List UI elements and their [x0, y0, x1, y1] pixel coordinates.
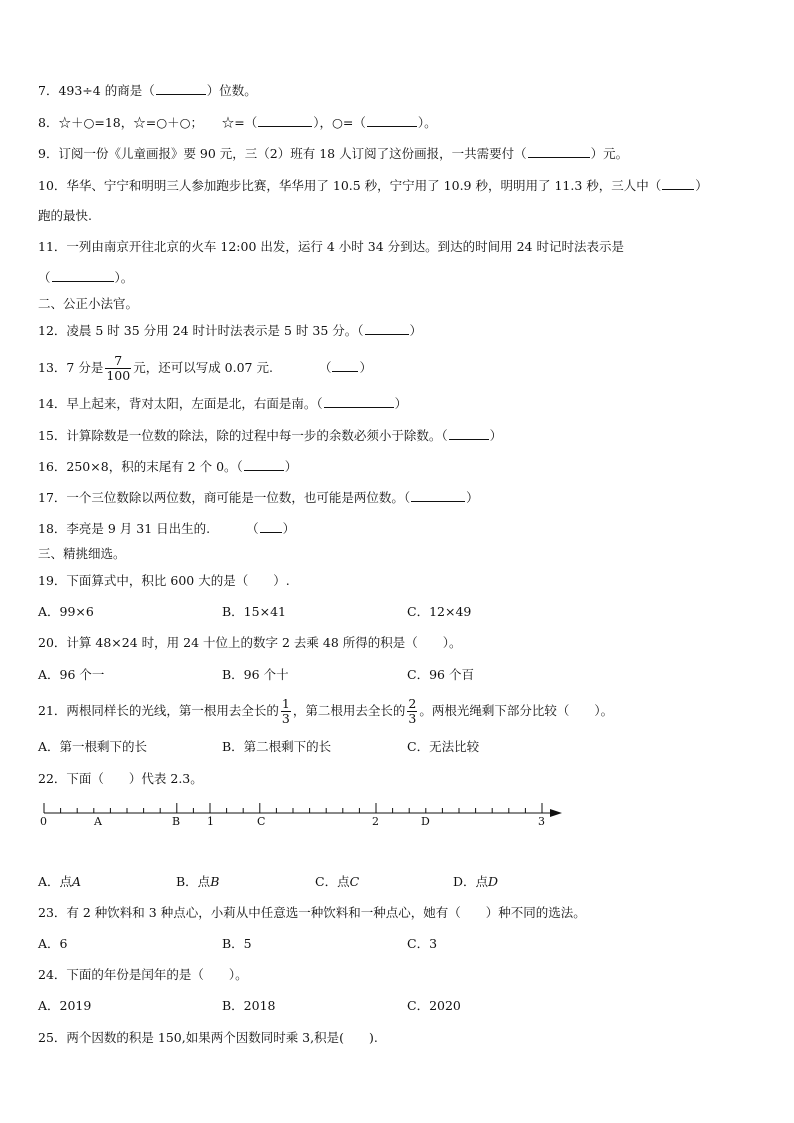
- option-var: D: [488, 874, 499, 889]
- option-c[interactable]: C．3: [407, 936, 438, 951]
- answer-blank[interactable]: [411, 489, 465, 502]
- option-c[interactable]: C．12×49: [407, 604, 472, 619]
- option-a[interactable]: A．6: [38, 936, 68, 951]
- q-text: ）: [282, 521, 296, 536]
- arrow-icon: [550, 809, 562, 817]
- answer-blank[interactable]: [449, 427, 489, 440]
- q-num: 9．: [38, 146, 59, 161]
- question-10-line2: [38, 207, 92, 225]
- question-21: [38, 697, 613, 726]
- answer-blank[interactable]: [156, 82, 206, 95]
- option-var: B: [210, 874, 220, 889]
- q-num: 24．: [38, 967, 67, 982]
- answer-blank[interactable]: [244, 458, 284, 471]
- q-num: 13．: [38, 360, 67, 375]
- q-text: ）: [489, 428, 503, 443]
- question-24: [38, 966, 248, 984]
- axis-label-3: 3: [538, 815, 545, 828]
- q-text: 元，还可以写成 0.07 元.: [133, 360, 273, 375]
- q-num: 18．: [38, 521, 67, 536]
- q-text: 7 分是: [66, 360, 104, 375]
- question-14: [38, 395, 407, 413]
- question-13: [38, 354, 372, 383]
- question-22: [38, 770, 203, 788]
- q-text: 跑的最快.: [38, 208, 92, 223]
- option-prefix: C．点: [315, 874, 350, 889]
- q-text: ☆＋○=18，☆=○＋○； ☆=（: [58, 115, 258, 130]
- q-text: 有 2 种饮料和 3 种点心，小莉从中任意选一种饮料和一种点心，她有（ ）种不同的选法。: [66, 905, 586, 920]
- question-10: [38, 177, 708, 195]
- answer-blank[interactable]: [258, 114, 312, 127]
- axis-label-b: B: [172, 815, 181, 828]
- q-num: 11．: [38, 239, 67, 254]
- option-a[interactable]: [38, 873, 81, 891]
- q-num: 25．: [38, 1030, 67, 1045]
- option-b[interactable]: B．5: [222, 936, 252, 951]
- q-text: 早上起来，背对太阳，左面是北，右面是南。（: [66, 396, 323, 411]
- fraction-1-3: [281, 697, 291, 726]
- axis-label-d: D: [421, 815, 430, 828]
- q-num: 22．: [38, 771, 67, 786]
- q-text: 华华、宁宁和明明三人参加跑步比赛，华华用了 10.5 秒，宁宁用了 10.9 秒，明明用了 11.3 秒，三人中（: [66, 178, 662, 193]
- q-text: ）元。: [590, 146, 629, 161]
- q-text: ）: [359, 360, 372, 375]
- option-var: A: [72, 874, 82, 889]
- q-text: 。两根光绳剩下部分比较（ ）。: [419, 703, 614, 718]
- option-c[interactable]: C．无法比较: [407, 739, 480, 754]
- option-a[interactable]: A．96 个一: [38, 667, 105, 682]
- q-text: ）。: [114, 270, 134, 285]
- q-text: 李亮是 9 月 31 日出生的.: [66, 521, 211, 536]
- option-c[interactable]: C．96 个百: [407, 667, 474, 682]
- fraction-2-3: [407, 697, 417, 726]
- q-text: 凌晨 5 时 35 分用 24 时计时法表示是 5 时 35 分。（: [66, 323, 364, 338]
- option-a[interactable]: A．99×6: [38, 604, 94, 619]
- q-text: ）: [695, 178, 708, 193]
- q-text: 订阅一份《儿童画报》要 90 元，三（2）班有 18 人订阅了这份画报，一共需要付（: [58, 146, 527, 161]
- q-text: 下面算式中，积比 600 大的是（ ）.: [66, 573, 290, 588]
- q-num: 23．: [38, 905, 67, 920]
- answer-blank[interactable]: [260, 520, 282, 533]
- option-c[interactable]: [315, 873, 359, 891]
- section-heading-2: 二、公正小法官。: [38, 296, 139, 311]
- q-num: 15．: [38, 428, 67, 443]
- option-b[interactable]: [176, 873, 219, 891]
- q-num: 12．: [38, 323, 67, 338]
- answer-blank[interactable]: [324, 395, 394, 408]
- question-15: [38, 427, 502, 445]
- answer-blank[interactable]: [367, 114, 417, 127]
- q-text: 两个因数的积是 150,如果两个因数同时乘 3,积是( ).: [66, 1030, 378, 1045]
- q-num: 14．: [38, 396, 67, 411]
- number-line-ticks: [44, 803, 542, 813]
- option-c[interactable]: C．2020: [407, 998, 461, 1013]
- option-b[interactable]: B．2018: [222, 998, 276, 1013]
- question-18: [38, 520, 295, 538]
- option-a[interactable]: A．第一根剩下的长: [38, 739, 148, 754]
- frac-numerator: 2: [408, 696, 417, 711]
- question-25: [38, 1029, 378, 1047]
- question-16: [38, 458, 297, 476]
- option-prefix: B．点: [176, 874, 211, 889]
- q-text: （: [38, 270, 51, 285]
- option-a[interactable]: A．2019: [38, 998, 92, 1013]
- axis-label-1: 1: [207, 815, 214, 828]
- q-text: ）。: [417, 115, 437, 130]
- option-d[interactable]: [453, 873, 498, 891]
- axis-label-0: 0: [40, 815, 47, 828]
- q-num: 16．: [38, 459, 67, 474]
- q-num: 20．: [38, 635, 67, 650]
- frac-denominator: 3: [281, 711, 290, 726]
- option-b[interactable]: B．第二根剩下的长: [222, 739, 332, 754]
- section-heading-3: 三、精挑细选。: [38, 546, 126, 561]
- q-text: 计算除数是一位数的除法，除的过程中每一步的余数必须小于除数。（: [66, 428, 448, 443]
- option-prefix: A．点: [38, 874, 73, 889]
- question-8: [38, 114, 437, 132]
- q-num: 10．: [38, 178, 67, 193]
- question-11-line2: [38, 269, 133, 287]
- axis-label-c: C: [257, 815, 266, 828]
- q-text: 一个三位数除以两位数，商可能是一位数，也可能是两位数。（: [66, 490, 411, 505]
- q-text: ）: [409, 323, 423, 338]
- option-b[interactable]: B．15×41: [222, 604, 286, 619]
- q-text: ，第二根用去全长的: [292, 703, 406, 718]
- q-text: 下面的年份是闰年的是（ ）。: [66, 967, 248, 982]
- q-text: 493÷4 的商是（: [58, 83, 155, 98]
- question-17: [38, 489, 479, 507]
- answer-blank[interactable]: [332, 359, 358, 372]
- frac-numerator: 1: [281, 696, 290, 711]
- option-var: C: [349, 874, 360, 889]
- frac-denominator: 3: [408, 711, 417, 726]
- q-num: 21．: [38, 703, 67, 718]
- q-text: 计算 48×24 时，用 24 十位上的数字 2 去乘 48 所得的积是（ ）。: [66, 635, 462, 650]
- answer-blank[interactable]: [365, 322, 409, 335]
- answer-blank[interactable]: [662, 177, 694, 190]
- question-20: [38, 634, 462, 652]
- q-num: 7．: [38, 83, 59, 98]
- q-text: ），○=（: [313, 115, 366, 130]
- q-text: ）: [394, 396, 408, 411]
- question-12: [38, 322, 422, 340]
- option-b[interactable]: B．96 个十: [222, 667, 289, 682]
- q-text: 两根同样长的光线，第一根用去全长的: [66, 703, 279, 718]
- question-23: [38, 904, 586, 922]
- q-text: ）: [284, 459, 298, 474]
- q-text: 250×8，积的末尾有 2 个 0。（: [66, 459, 243, 474]
- question-19: [38, 572, 290, 590]
- option-prefix: D．点: [453, 874, 489, 889]
- axis-label-a: A: [94, 815, 102, 828]
- number-line: [0, 795, 600, 835]
- q-num: 8．: [38, 115, 59, 130]
- q-text: ）位数。: [206, 83, 257, 98]
- frac-numerator: 7: [105, 354, 131, 369]
- question-11: [38, 238, 624, 256]
- question-9: [38, 145, 628, 163]
- q-num: 17．: [38, 490, 67, 505]
- q-text: ）: [466, 490, 479, 505]
- frac-denominator: 100: [106, 368, 131, 383]
- q-text: （: [246, 521, 259, 536]
- q-text: （: [318, 360, 332, 375]
- answer-blank[interactable]: [52, 269, 114, 282]
- q-text: 下面（ ）代表 2.3。: [66, 771, 203, 786]
- q-text: 一列由南京开往北京的火车 12:00 出发，运行 4 小时 34 分到达。到达的时间用 24 时记时法表示是: [66, 239, 624, 254]
- answer-blank[interactable]: [528, 145, 590, 158]
- q-num: 19．: [38, 573, 67, 588]
- fraction-7-100: [105, 354, 131, 383]
- axis-label-2: 2: [372, 815, 379, 828]
- question-7: [38, 82, 257, 100]
